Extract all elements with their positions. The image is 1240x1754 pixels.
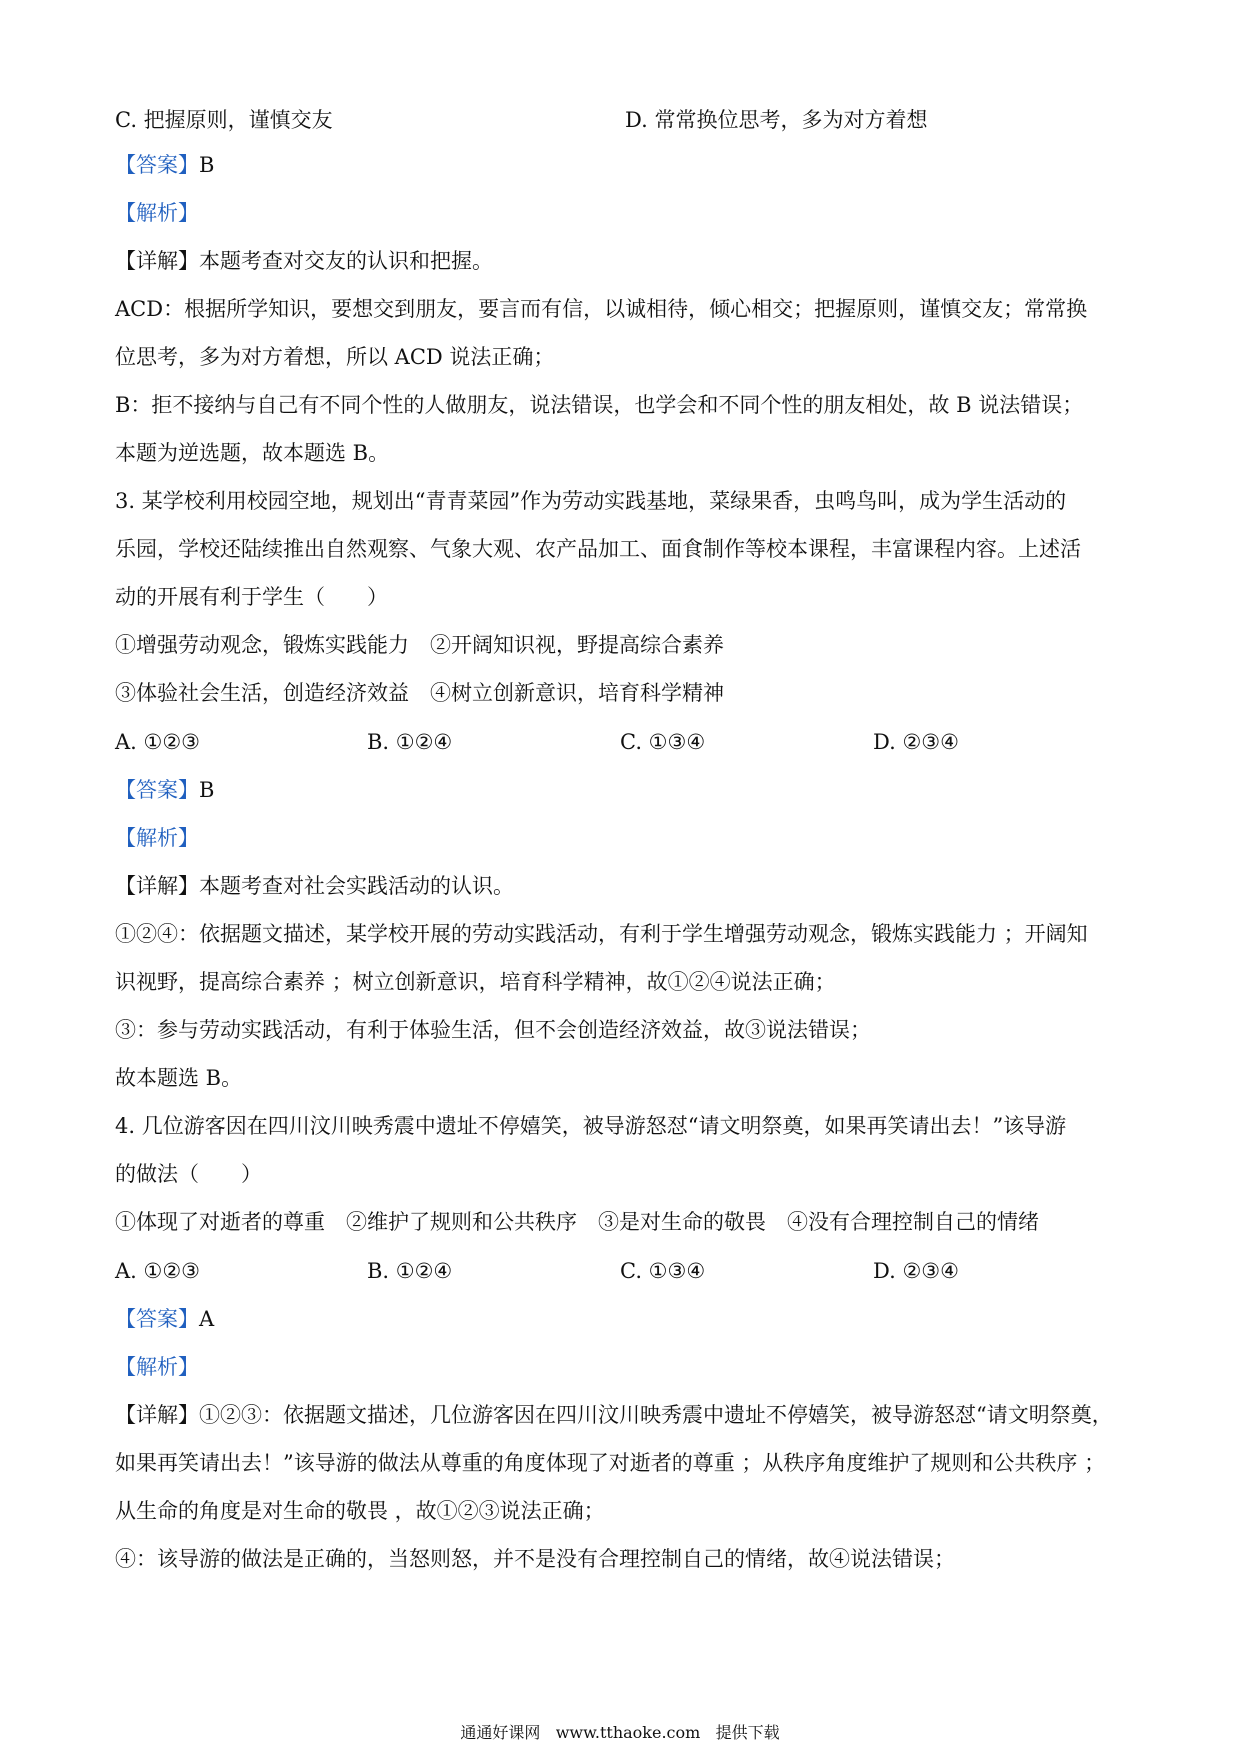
answer-tag: 【答案】 — [115, 1307, 199, 1331]
footer-suffix: 提供下载 — [715, 1723, 780, 1742]
q4-analysis-line: 如果再笑请出去！”该导游的做法从尊重的角度体现了对逝者的尊重 ；从秩序角度维护了规则和公共秩序 ； — [115, 1451, 1106, 1475]
q4-item-line: ①体现了对逝者的尊重 ②维护了规则和公共秩序 ③是对生命的敬畏 ④没有合理控制自己的情绪 — [115, 1210, 1039, 1234]
answer-value: B — [199, 778, 215, 802]
detail-tag: 【详解】 — [115, 249, 199, 273]
q3-analysis-line: 故本题选 B。 — [115, 1066, 243, 1090]
q4-option-c: C. ①③④ — [620, 1259, 706, 1283]
detail-tag: 【详解】 — [115, 874, 199, 898]
q2-option-d: D. 常常换位思考，多为对方着想 — [625, 108, 928, 132]
page-footer — [0, 1722, 1240, 1744]
q3-option-a: A. ①②③ — [115, 730, 200, 754]
detail-text: 本题考查对交友的认识和把握。 — [199, 249, 493, 273]
q4-option-b: B. ①②④ — [367, 1259, 453, 1283]
q4-analysis-line: 从生命的角度是对生命的敬畏 ，故①②③说法正确； — [115, 1499, 605, 1523]
answer-value: B — [199, 153, 215, 177]
q2-answer — [115, 150, 1135, 180]
q3-item-line: ①增强劳动观念，锻炼实践能力 ②开阔知识视，野提高综合素养 — [115, 633, 724, 657]
detail-text: 本题考查对社会实践活动的认识。 — [199, 874, 514, 898]
answer-value: A — [199, 1307, 215, 1331]
q4-stem-line: 的做法（ ） — [115, 1162, 262, 1186]
q3-option-d: D. ②③④ — [873, 730, 959, 754]
q4-stem-line: 4. 几位游客因在四川汶川映秀震中遗址不停嬉笑，被导游怒怼“请文明祭奠，如果再笑请出去！”该导游 — [115, 1114, 1067, 1138]
q4-analysis-tag: 【解析】 — [115, 1355, 199, 1379]
q3-analysis-line: 识视野，提高综合素养 ；树立创新意识，培育科学精神，故①②④说法正确； — [115, 970, 836, 994]
q4-analysis-line: ④：该导游的做法是正确的，当怒则怒，并不是没有合理控制自己的情绪，故④说法错误； — [115, 1547, 955, 1571]
q3-analysis-line: ①②④：依据题文描述，某学校开展的劳动实践活动，有利于学生增强劳动观念，锻炼实践能力 ；开阔知 — [115, 922, 1088, 946]
q2-analysis-line: ACD：根据所学知识，要想交到朋友，要言而有信，以诚相待，倾心相交；把握原则，谨慎交友；常常换 — [115, 297, 1088, 321]
q4-answer — [115, 1304, 1135, 1334]
q2-detail — [115, 246, 1135, 276]
q3-option-b: B. ①②④ — [367, 730, 453, 754]
answer-tag: 【答案】 — [115, 778, 199, 802]
q2-analysis-line: B：拒不接纳与自己有不同个性的人做朋友，说法错误，也学会和不同个性的朋友相处，故 B 说法错误； — [115, 393, 1084, 417]
q3-answer — [115, 775, 1135, 805]
q3-option-c: C. ①③④ — [620, 730, 706, 754]
q3-stem-line: 动的开展有利于学生（ ） — [115, 585, 388, 609]
q3-analysis-tag: 【解析】 — [115, 826, 199, 850]
q2-analysis-line: 本题为逆选题，故本题选 B。 — [115, 441, 390, 465]
q2-option-c: C. 把握原则，谨慎交友 — [115, 108, 333, 132]
footer-url[interactable]: www.tthaoke.com — [555, 1723, 701, 1742]
q4-detail — [115, 1400, 1135, 1430]
footer-site: 通通好课网 — [460, 1723, 541, 1742]
q2-analysis-line: 位思考，多为对方着想，所以 ACD 说法正确； — [115, 345, 555, 369]
answer-tag: 【答案】 — [115, 153, 199, 177]
q3-stem-line: 乐园，学校还陆续推出自然观察、气象大观、农产品加工、面食制作等校本课程，丰富课程内容。上述活 — [115, 537, 1081, 561]
q4-option-d: D. ②③④ — [873, 1259, 959, 1283]
detail-tag: 【详解】 — [115, 1403, 199, 1427]
q3-item-line: ③体验社会生活，创造经济效益 ④树立创新意识，培育科学精神 — [115, 681, 724, 705]
q2-analysis-tag: 【解析】 — [115, 201, 199, 225]
q3-detail — [115, 871, 1135, 901]
q3-analysis-line: ③：参与劳动实践活动，有利于体验生活，但不会创造经济效益，故③说法错误； — [115, 1018, 871, 1042]
detail-text: ①②③：依据题文描述，几位游客因在四川汶川映秀震中遗址不停嬉笑，被导游怒怼“请文明祭奠， — [199, 1403, 1113, 1427]
q4-option-a: A. ①②③ — [115, 1259, 200, 1283]
q3-stem-line: 3. 某学校利用校园空地，规划出“青青菜园”作为劳动实践基地，菜绿果香，虫鸣鸟叫，成为学生活动的 — [115, 489, 1067, 513]
